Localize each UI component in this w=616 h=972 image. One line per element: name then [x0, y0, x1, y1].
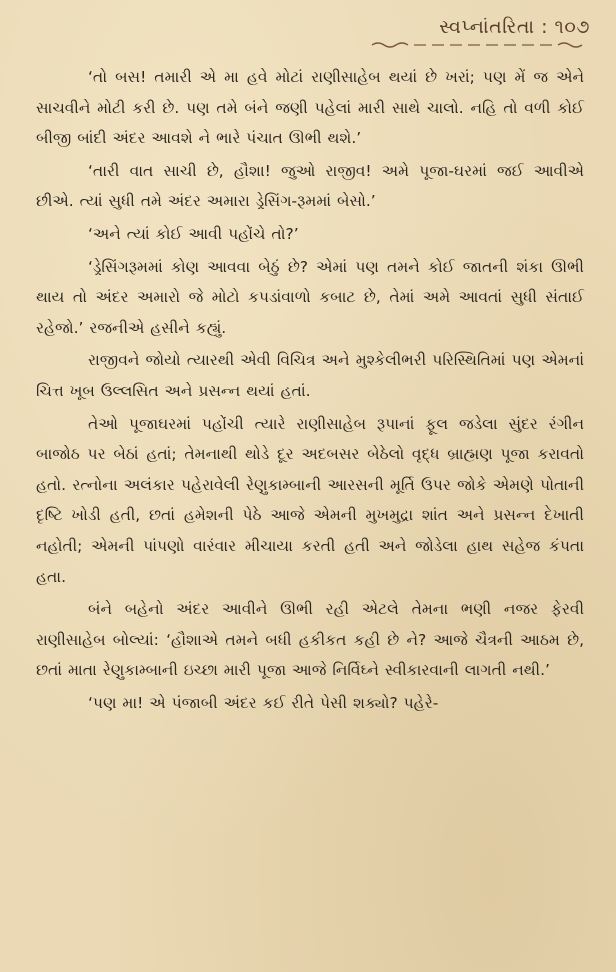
running-title: સ્વપ્નાંતરિતા : ૧૦૭ [439, 16, 590, 38]
header-ornament-rule [370, 40, 590, 50]
paragraph: ‘તારી વાત સાચી છે, હૌશા! જુઓ રાજીવ! અમે પૂજા-ઘરમાં જઈ આવીએ છીએ. ત્યાં સુધી તમે અંદર અમારા ડ્રેસિંગ-રૂમમાં બેસો.’ [36, 161, 584, 211]
paragraph: રાજીવને જોયો ત્યારથી એવી વિચિત્ર અને મુશ્કેલીભરી પરિસ્થિતિમાં પણ એમનાં ચિત્ત ખૂબ ઉલ્લસિત અને પ્રસન્ન થયાં હતાં. [36, 351, 584, 400]
paragraph: ‘ડ્રેસિંગરૂમમાં કોણ આવવા બેઠું છે? એમાં પણ તમને કોઈ જાતની શંકા ઊભી થાય તો અંદર અમારો જે મોટો કપડાંવાળો કબાટ છે, તેમાં અમે આવતાં સુધી સંતાઈ રહેજો.’ રજનીએ હસીને કહ્યું. [36, 257, 584, 337]
paragraph: બંને બહેનો અંદર આવીને ઊભી રહી એટલે તેમના ભણી નજર ફેરવી રાણીસાહેબ બોલ્યાં: ‘હૌશાએ તમને બધી હકીકત કહી છે ને? આજે ચૈત્રની આઠમ છે, છતાં માતા રેણુકામ્બાની ઇચ્છા મારી પૂજા આજે નિર્વિઘ્ને સ્વીકારવાની લાગતી નથી.’ [36, 600, 584, 680]
paragraph: ‘પણ મા! એ પંજાબી અંદર કઈ રીતે પેસી શક્યો? પહેરે- [88, 693, 439, 712]
running-header [330, 16, 590, 38]
paragraph: તેઓ પૂજાઘરમાં પહોંચી ત્યારે રાણીસાહેબ રૂપાનાં ફૂલ જડેલા સુંદર રંગીન બાજોઠ પર બેઠાં હતાં; તેમનાથી થોડે દૂર અદબસર બેઠેલો વૃદ્ધ બ્રાહ્મણ પૂજા કરાવતો હતો. રત્નોના અલંકાર પહેરાવેલી રેણુકામ્બાની આરસની મૂર્તિ ઉપર જોકે એમણે પોતાની દૃષ્ટિ ખોડી હતી, છતાં હમેશની પેઠે આજે એમની મુખમુદ્રા શાંત અને પ્રસન્ન દેખાતી નહોતી; એમની પાંપણો વારંવાર મીચાયા કરતી હતી અને જોડેલા હાથ સહેજ કંપતા હતા. [36, 414, 584, 586]
paragraph: ‘અને ત્યાં કોઈ આવી પહોંચે તો?’ [88, 224, 299, 243]
body-text [36, 62, 584, 718]
paragraph: ‘તો બસ! તમારી એ મા હવે મોટાં રાણીસાહેબ થયાં છે ખરાં; પણ મેં જ એને સાચવીને મોટી કરી છે. પણ તમે બંને જણી પહેલાં મારી સાથે ચાલો. નહિ તો વળી કોઈ બીજી બાંદી અંદર આવશે ને ભારે પંચાત ઊભી થશે.’ [36, 68, 584, 148]
